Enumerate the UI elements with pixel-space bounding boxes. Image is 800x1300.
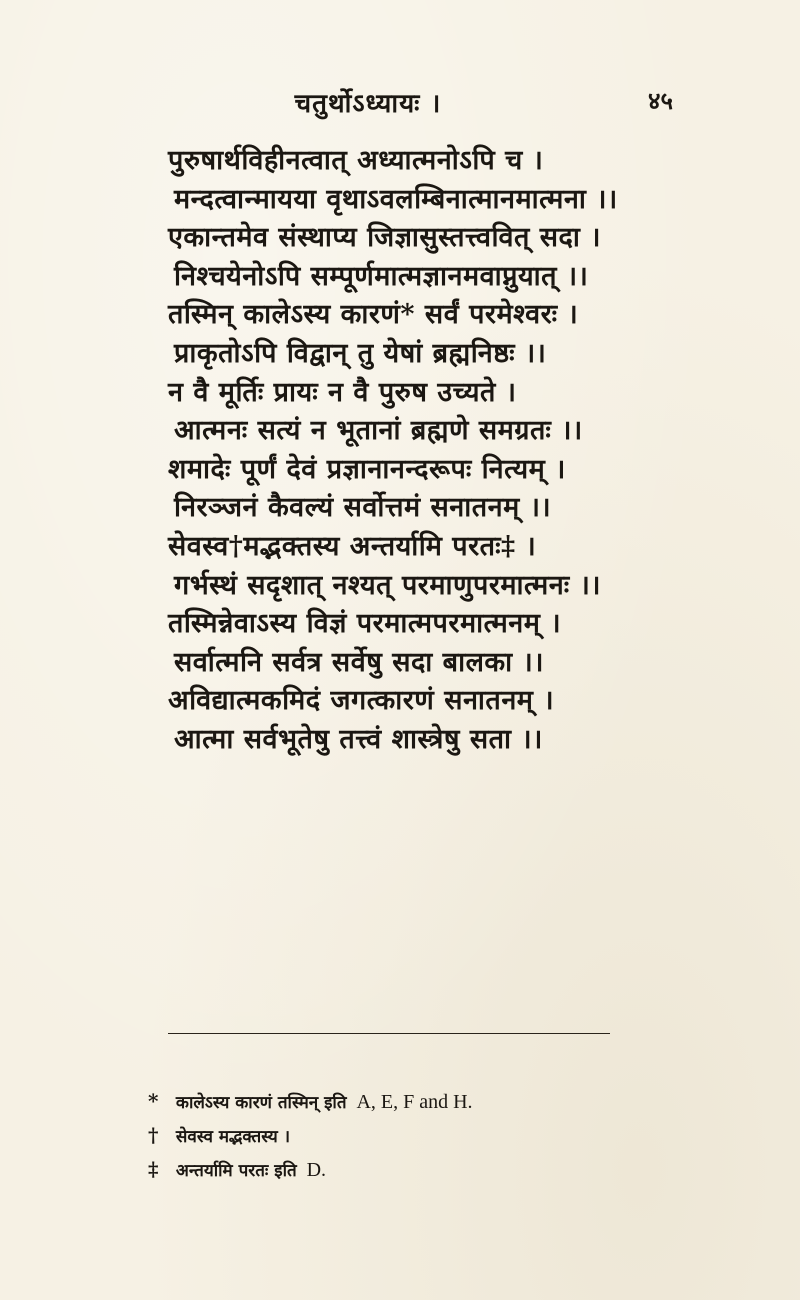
footnote-text: अन्तर्यामि परतः इति (175, 1161, 297, 1181)
verse-line: मन्दत्वान्मायया वृथाऽवलम्बिनात्मानमात्मना ।। (174, 183, 618, 215)
verse-line: गर्भस्थं सदृशात् नश्यत् परमाणुपरमात्मनः ।। (174, 569, 602, 601)
footnote (148, 1084, 668, 1118)
verse-line: निरञ्जनं कैवल्यं सर्वोत्तमं सनातनम् ।। (174, 492, 552, 524)
verse-line: न वै मूर्तिः प्रायः न वै पुरुष उच्यते । (168, 376, 517, 408)
footnote (148, 1118, 668, 1152)
verse-line: निश्चयेनोऽपि सम्पूर्णमात्मज्ञानमवाप्नुयात् ।। (174, 260, 589, 292)
footnote-text: सेवस्व मद्भक्तस्य । (175, 1127, 291, 1147)
verse-line: सर्वात्मनि सर्वत्र सर्वेषु सदा बालका ।। (174, 646, 544, 678)
verse-block (168, 142, 688, 760)
footnotes (148, 1084, 668, 1186)
footnote (148, 1152, 668, 1186)
verse-line: अविद्यात्मकमिदं जगत्कारणं सनातनम् । (168, 685, 555, 717)
footnote-mark: ‡ (148, 1157, 159, 1181)
verse-line: आत्मनः सत्यं न भूतानां ब्रह्मणे समग्रतः ।। (174, 415, 583, 447)
verse-line: तस्मिन्नेवाऽस्य विज्ञं परमात्मपरमात्मनम् । (168, 608, 562, 640)
verse-line: सेवस्व†मद्भक्तस्य अन्तर्यामि परतः‡ । (168, 530, 537, 562)
page-number: ४५ (648, 86, 673, 115)
footnote-sources: A, E, F and H. (356, 1091, 473, 1113)
running-head (0, 84, 800, 124)
verse-line: प्राकृतोऽपि विद्वान् तु येषां ब्रह्मनिष्ठः ।। (174, 337, 547, 369)
verse-line: तस्मिन् कालेऽस्य कारणं* सर्वं परमेश्वरः । (168, 299, 579, 331)
footnote-text: कालेऽस्य कारणं तस्मिन् इति (175, 1093, 347, 1113)
footnote-divider (168, 1033, 610, 1034)
verse-line: आत्मा सर्वभूतेषु तत्त्वं शास्त्रेषु सता ।। (174, 723, 543, 755)
verse-line: एकान्तमेव संस्थाप्य जिज्ञासुस्तत्त्ववित् सदा । (168, 222, 601, 254)
running-title: चतुर्थोऽध्यायः । (294, 89, 442, 119)
verse-line: पुरुषार्थविहीनत्वात् अध्यात्मनोऽपि च । (168, 145, 544, 176)
footnote-mark: † (148, 1123, 159, 1147)
footnote-mark: * (148, 1089, 159, 1113)
footnote-sources: D. (306, 1159, 327, 1181)
verse-line: शमादेः पूर्णं देवं प्रज्ञानानन्दरूपः नित्यम् । (168, 453, 566, 485)
